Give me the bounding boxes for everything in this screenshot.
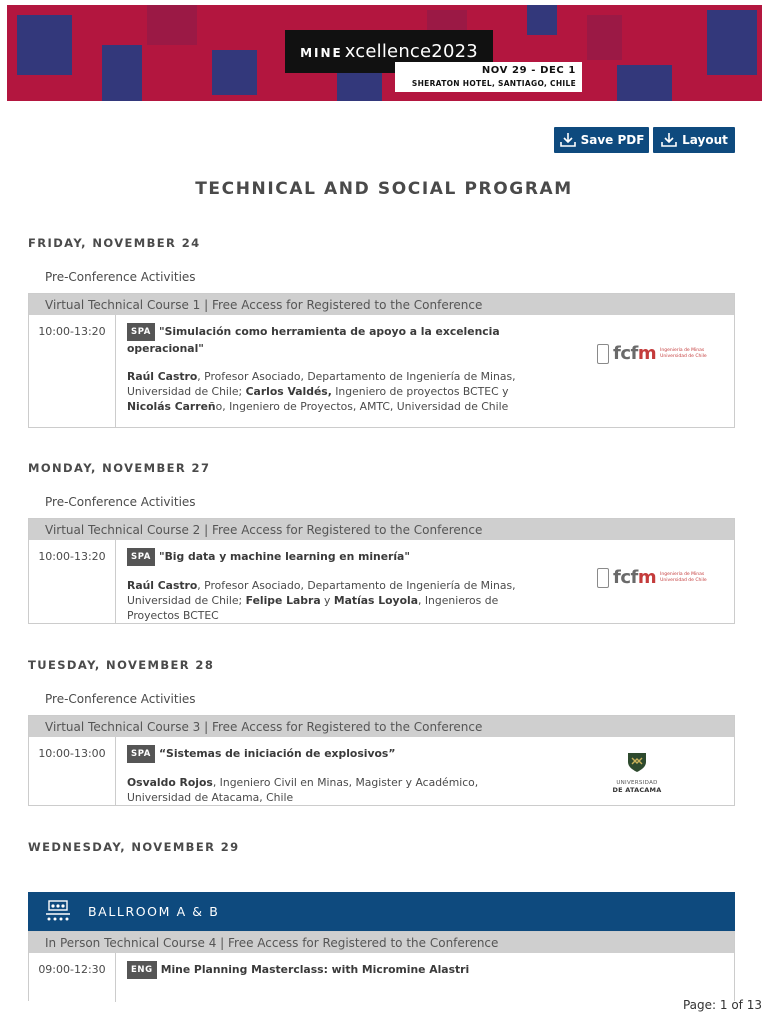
room-name: BALLROOM A & B xyxy=(88,904,220,919)
course-header: In Person Technical Course 4 | Free Access for Registered to the Conference xyxy=(29,932,734,953)
session-title-text: "Big data y machine learning en minería" xyxy=(158,550,410,563)
speaker-name: Felipe Labra xyxy=(245,594,321,607)
universidad-de-atacama-logo xyxy=(611,751,663,794)
session-title-text: "Simulación como herramienta de apoyo a la excelencia operacional" xyxy=(127,325,500,355)
brand-prefix: MINE xyxy=(300,46,343,60)
fcfm-subtitle: Ingeniería de Minas xyxy=(660,571,705,577)
section-label: Pre-Conference Activities xyxy=(45,495,196,509)
speaker-affiliation: , Profesor Asociado, Departamento de Ingeniería de Minas, Universidad de Chile; xyxy=(127,579,516,607)
speaker-affiliation: , Ingenieros de Proyectos BCTEC xyxy=(127,594,499,622)
course-card xyxy=(28,715,735,806)
university-seal-icon xyxy=(597,344,609,364)
day-heading: MONDAY, NOVEMBER 27 xyxy=(28,461,211,475)
university-seal-icon xyxy=(597,568,609,588)
course-header: Virtual Technical Course 1 | Free Access for Registered to the Conference xyxy=(29,294,734,315)
shield-icon xyxy=(626,751,648,773)
speaker-name: Nicolás Carreñ xyxy=(127,400,216,413)
course-header: Virtual Technical Course 3 | Free Access for Registered to the Conference xyxy=(29,716,734,737)
speaker-affiliation: Ingeniero de proyectos BCTEC y xyxy=(331,385,509,398)
fcfm-text-accent: m xyxy=(637,567,657,588)
speaker-affiliation: , Profesor Asociado, Departamento de Ingeniería de Minas, Universidad de Chile; xyxy=(127,370,516,398)
section-label: Pre-Conference Activities xyxy=(45,270,196,284)
speaker-name: Osvaldo Rojos xyxy=(127,776,213,789)
speaker-affiliation: y xyxy=(320,594,334,607)
save-pdf-button[interactable] xyxy=(554,127,649,153)
course-body xyxy=(29,737,734,805)
speaker-affiliation: , Ingeniero Civil en Minas, Magister y Académico, Universidad de Atacama, Chile xyxy=(127,776,479,804)
language-badge: SPA xyxy=(127,323,155,341)
speaker-name: Carlos Valdés, xyxy=(245,385,332,398)
session-speakers xyxy=(127,775,527,805)
day-heading: TUESDAY, NOVEMBER 28 xyxy=(28,658,215,672)
fcfm-subtitle: Universidad de Chile xyxy=(660,577,707,583)
brand-name: xcellence2023 xyxy=(344,41,478,62)
session-title-text: Mine Planning Masterclass: with Micromine Alastri xyxy=(160,963,470,976)
fcfm-logo xyxy=(597,567,707,588)
session-speakers xyxy=(127,369,527,414)
event-banner xyxy=(7,5,762,101)
language-badge: ENG xyxy=(127,961,157,979)
session-time: 09:00-12:30 xyxy=(29,953,116,1002)
session-content xyxy=(127,323,527,414)
event-venue: SHERATON HOTEL, SANTIAGO, CHILE xyxy=(411,79,576,88)
course-body xyxy=(29,315,734,427)
speaker-name: Raúl Castro xyxy=(127,370,198,383)
speaker-name: Raúl Castro xyxy=(127,579,198,592)
session-title-text: “Sistemas de iniciación de explosivos” xyxy=(158,747,396,760)
course-body xyxy=(29,953,734,1002)
fcfm-text: fcf xyxy=(613,567,638,588)
page-title: TECHNICAL AND SOCIAL PROGRAM xyxy=(195,179,573,199)
event-dates xyxy=(395,62,582,92)
fcfm-subtitle: Universidad de Chile xyxy=(660,353,707,359)
session-speakers xyxy=(127,578,527,623)
day-heading: WEDNESDAY, NOVEMBER 29 xyxy=(28,840,240,854)
course-card xyxy=(28,293,735,428)
session-time: 10:00-13:20 xyxy=(29,315,116,427)
download-icon xyxy=(559,132,577,148)
page-indicator: Page: 1 of 13 xyxy=(682,998,762,1012)
session-title xyxy=(127,323,527,357)
language-badge: SPA xyxy=(127,745,155,763)
session-title xyxy=(127,548,527,566)
session-title xyxy=(127,961,527,979)
course-header: Virtual Technical Course 2 | Free Access for Registered to the Conference xyxy=(29,519,734,540)
language-badge: SPA xyxy=(127,548,155,566)
session-content xyxy=(127,961,527,979)
layout-button[interactable] xyxy=(653,127,735,153)
session-time: 10:00-13:20 xyxy=(29,540,116,623)
session-content xyxy=(127,548,527,623)
fcfm-text: fcf xyxy=(613,343,638,364)
fcfm-text-accent: m xyxy=(637,343,657,364)
save-pdf-label: Save PDF xyxy=(580,133,645,147)
session-title xyxy=(127,745,527,763)
room-banner xyxy=(28,892,735,931)
event-date-range: NOV 29 - DEC 1 xyxy=(481,65,576,76)
fcfm-logo xyxy=(597,343,707,364)
speaker-affiliation: o, Ingeniero de Proyectos, AMTC, Universidad de Chile xyxy=(215,400,509,413)
session-time: 10:00-13:00 xyxy=(29,737,116,805)
speaker-name: Matías Loyola xyxy=(333,594,418,607)
logo-text: DE ATACAMA xyxy=(612,786,662,794)
session-content xyxy=(127,745,527,805)
presentation-audience-icon xyxy=(45,900,71,924)
course-card xyxy=(28,518,735,624)
fcfm-subtitle: Ingeniería de Minas xyxy=(660,347,705,353)
course-body xyxy=(29,540,734,623)
day-heading: FRIDAY, NOVEMBER 24 xyxy=(28,236,201,250)
logo-text: UNIVERSIDAD xyxy=(616,780,658,786)
layout-label: Layout xyxy=(682,133,728,147)
download-icon xyxy=(660,132,678,148)
section-label: Pre-Conference Activities xyxy=(45,692,196,706)
room-icon-wrap xyxy=(28,900,88,924)
course-card xyxy=(28,931,735,1001)
